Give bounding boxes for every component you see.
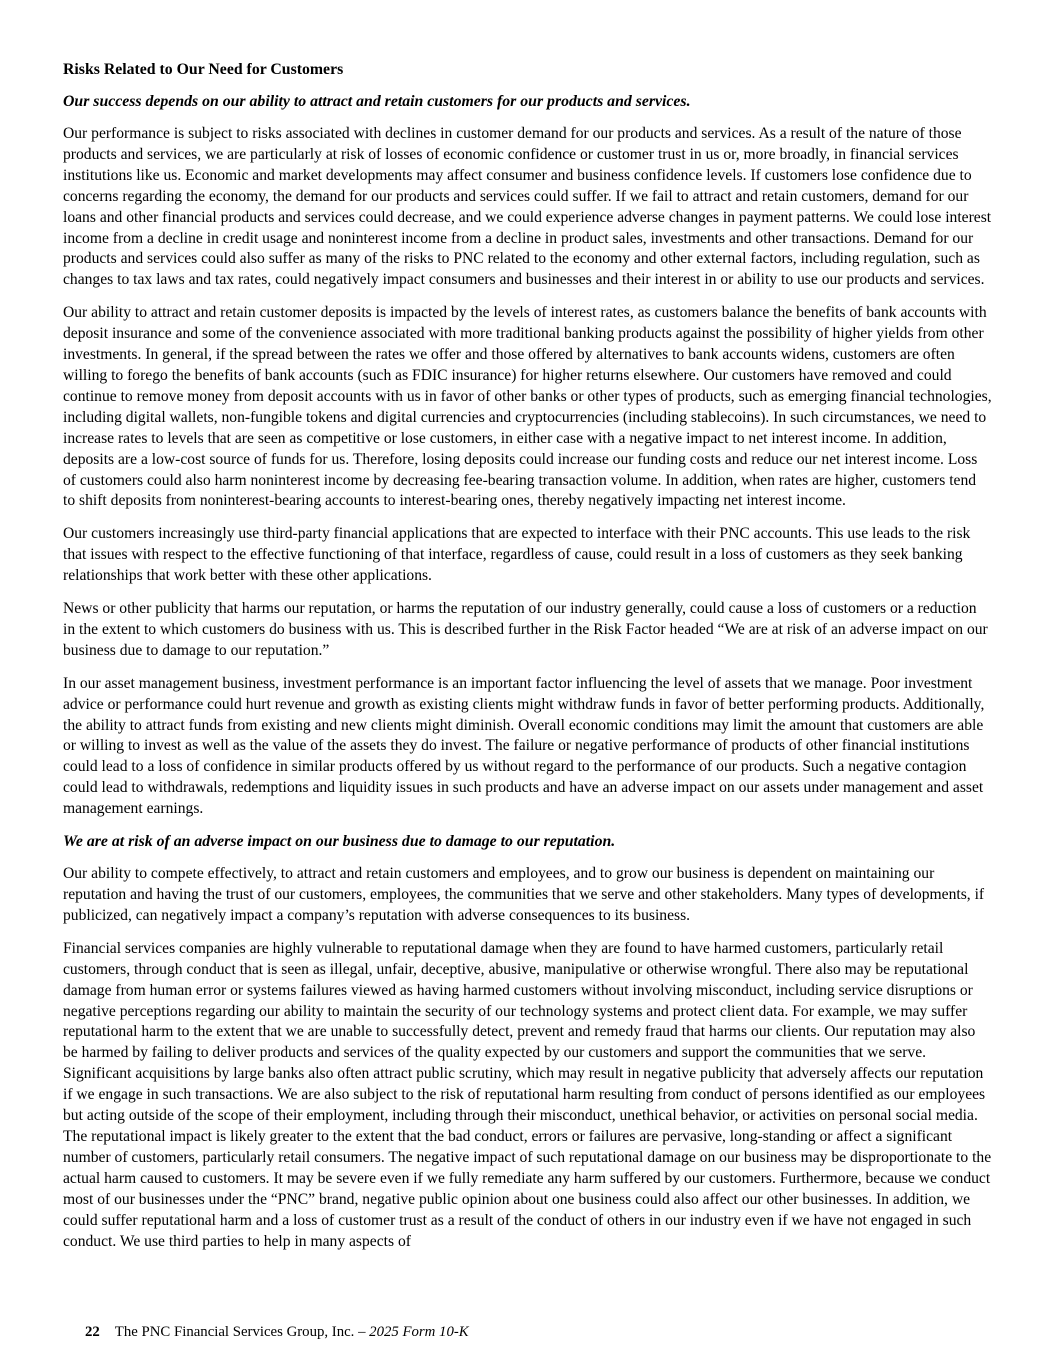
paragraph-third-party-applications: Our customers increasingly use third-party financial applications that are expected to interface with their PNC accounts. This use leads to the risk that issues with respect to the effective functioning of that interface, regardless of cause, could result in a loss of customers as they seek banking relationships that work better with these other applications. [63, 525, 971, 585]
page-number: 22 [85, 1324, 100, 1340]
paragraph-compete-effectively: Our ability to compete effectively, to attract and retain customers and employees, and to grow our business is dependent on maintaining our reputation and having the trust of our customers, employees, the communities that we serve and other stakeholders. Many types of developments, if publicized, can negatively impact a company’s reputation with adverse consequences to its business. [63, 865, 985, 924]
footer-form-title: 2025 Form 10-K [369, 1324, 469, 1340]
risk-factor-heading-customers: Our success depends on our ability to attract and retain customers for our products and services. [63, 93, 691, 110]
paragraph-customer-demand: Our performance is subject to risks associated with declines in customer demand for our products and services. As a result of the nature of those products and services, we are particularly at risk of losses of economic confidence or customer trust in us or, more broadly, in financial services institutions like us. Economic and market developments may affect consumer and business confidence levels. If customers lose confidence due to concerns regarding the economy, the demand for our products and services could suffer. If we fail to attract and retain customers, demand for our loans and other financial products and services could decrease, and we could experience adverse changes in payment patterns. We could lose interest income from a decline in credit usage and noninterest income from a decline in product sales, investments and other transactions. Demand for our products and services could also suffer as many of the risks to PNC related to the economy and other external factors, including regulation, such as changes to tax laws and tax rates, could negatively impact consumers and businesses and their interest in or ability to use our products and services. [63, 125, 992, 289]
paragraph-asset-management: In our asset management business, investment performance is an important factor influencing the level of assets that we manage. Poor investment advice or performance could hurt revenue and growth as existing clients might withdraw funds in favor of better performing products. Additionally, the ability to attract funds from existing and new clients might diminish. Overall economic conditions may limit the amount that customers are able or willing to invest as well as the value of the assets they do invest. The failure or negative performance of products of other financial institutions could lead to a loss of confidence in similar products offered by us without regard to the performance of our products. Such a negative contagion could lead to withdrawals, redemptions and liquidity issues in such products and have an adverse impact on our assets under management and asset management earnings. [63, 674, 985, 818]
page-footer [85, 1323, 469, 1341]
paragraph-customer-deposits: Our ability to attract and retain customer deposits is impacted by the levels of interest rates, as customers balance the benefits of bank accounts with deposit insurance and some of the convenience associated with more traditional banking products against the possibility of higher yields from other investments. In general, if the spread between the rates we offer and those offered by alternatives to bank accounts widens, customers are often willing to forego the benefits of bank accounts (such as FDIC insurance) for higher returns elsewhere. Our customers have removed and could continue to remove money from deposit accounts with us in favor of other banks or other types of products, such as emerging financial technologies, including digital wallets, non-fungible tokens and digital currencies and cryptocurrencies (including stablecoins). In such circumstances, we need to increase rates to levels that are seen as competitive or lose customers, in either case with a negative impact to net interest income. In addition, deposits are a low-cost source of funds for us. Therefore, losing deposits could increase our funding costs and reduce our net interest income. Loss of customers could also harm noninterest income by decreasing fee-bearing transaction volume. In addition, when rates are higher, customers tend to shift deposits from noninterest-bearing accounts to interest-bearing ones, thereby negatively impacting net interest income. [63, 304, 992, 510]
paragraph-news-publicity: News or other publicity that harms our reputation, or harms the reputation of our industry generally, could cause a loss of customers or a reduction in the extent to which customers do business with us. This is described further in the Risk Factor headed “We are at risk of an adverse impact on our business due to damage to our reputation.” [63, 600, 988, 659]
section-heading: Risks Related to Our Need for Customers [63, 61, 344, 78]
footer-company-name: The PNC Financial Services Group, Inc. – [114, 1324, 370, 1340]
risk-factor-heading-reputation: We are at risk of an adverse impact on our business due to damage to our reputation. [63, 833, 616, 851]
paragraph-reputational-damage: Financial services companies are highly vulnerable to reputational damage when they are found to have harmed customers, particularly retail customers, through conduct that is seen as illegal, unfair, deceptive, abusive, manipulative or otherwise wrongful. There also may be reputational damage from human error or systems failures viewed as having harmed customers without involving misconduct, including service disruptions or negative perceptions regarding our ability to maintain the security of our technology systems and protect client data. For example, we may suffer reputational harm to the extent that we are unable to successfully detect, prevent and remedy fraud that harms our clients. Our reputation may also be harmed by failing to deliver products and services of the quality expected by our customers and support the communities that we serve. Significant acquisitions by large banks also often attract public scrutiny, which may result in negative publicity that adversely affects our reputation if we engage in such transactions. We are also subject to the risk of reputational harm resulting from conduct of persons identified as our employees but acting outside of the scope of their employment, including through their misconduct, unethical behavior, or activities on personal social media. The reputational impact is likely greater to the extent that the bad conduct, errors or failures are pervasive, long-standing or affect a significant number of customers, particularly retail consumers. The negative impact of such reputational damage on our business may be disproportionate to the actual harm caused to customers. It may be severe even if we fully remediate any harm suffered by our customers. Furthermore, because we conduct most of our businesses under the “PNC” brand, negative public opinion about one business could also affect our other businesses. In addition, we could suffer reputational harm and a loss of customer trust as a result of the conduct of others in our industry even if we have not engaged in such conduct. We use third parties to help in many aspects of [63, 939, 992, 1250]
